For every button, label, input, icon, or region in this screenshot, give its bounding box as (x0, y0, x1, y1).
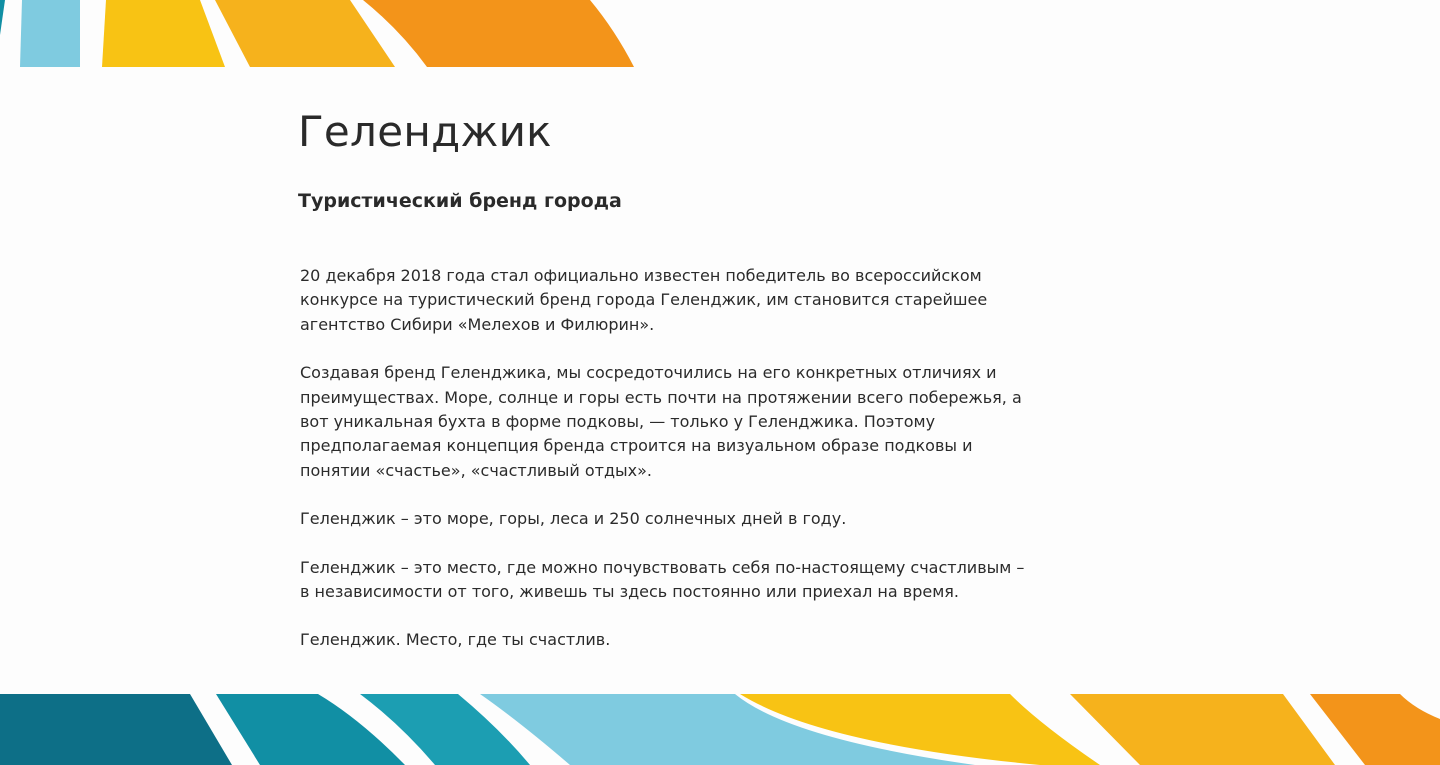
body-text (298, 264, 1058, 653)
top-stripe-orange (363, 0, 634, 67)
paragraph-slogan (300, 628, 1058, 652)
text-line: Геленджик – это море, горы, леса и 250 солнечных дней в году. (300, 509, 847, 529)
text-line: преимуществах. Море, солнце и горы есть почти на протяжении всего побережья, а (300, 387, 1022, 407)
bottom-stripe-orange (1310, 694, 1440, 765)
top-stripe-amber (215, 0, 395, 67)
top-stripe-yellow (102, 0, 225, 67)
bottom-stripe-teal-dark (0, 694, 232, 765)
text-line: понятии «счастье», «счастливый отдых». (300, 460, 653, 480)
top-stripe-teal (0, 0, 5, 35)
main-content (298, 100, 1058, 677)
paragraph-happiness (300, 556, 1058, 605)
paragraph-nature (300, 507, 1058, 531)
top-stripe-sky (20, 0, 80, 67)
page-subtitle: Туристический бренд города (298, 190, 622, 212)
text-line: предполагаемая концепция бренда строится на визуальном образе подковы и (300, 436, 973, 456)
paragraph-announcement (300, 264, 1058, 337)
text-line: Геленджик. Место, где ты счастлив. (300, 630, 611, 650)
text-line: Геленджик – это место, где можно почувствовать себя по-настоящему счастливым – (300, 557, 1025, 577)
bottom-brand-stripes (0, 694, 1440, 765)
top-brand-stripes (0, 0, 640, 68)
text-line: Создавая бренд Геленджика, мы сосредоточились на его конкретных отличиях и (300, 363, 997, 383)
bottom-stripe-amber (1070, 694, 1335, 765)
text-line: конкурсе на туристический бренд города Геленджик, им становится старейшее (300, 290, 988, 310)
text-line: агентство Сибири «Мелехов и Филюрин». (300, 314, 655, 334)
text-line: в независимости от того, живешь ты здесь постоянно или приехал на время. (300, 582, 959, 602)
text-line: вот уникальная бухта в форме подковы, — только у Геленджика. Поэтому (300, 412, 936, 432)
page-title: Геленджик (298, 107, 552, 156)
text-line: 20 декабря 2018 года стал официально известен победитель во всероссийском (300, 266, 982, 285)
paragraph-concept (300, 361, 1058, 483)
